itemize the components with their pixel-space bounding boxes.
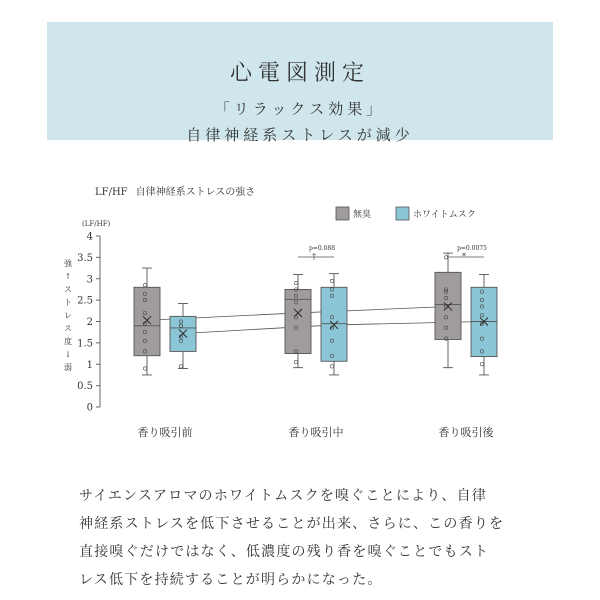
y-label-strong: 強 [64, 259, 72, 268]
description-line: レス低下を持続することが明らかになった。 [79, 572, 383, 588]
x-category-label: 香り吸引中 [288, 426, 344, 439]
legend-label: 無臭 [353, 210, 372, 220]
y-label-char: レ [64, 311, 72, 320]
legend-swatch-odorless [336, 207, 349, 220]
banner-subtitle-relax: 「リラックス効果」 [214, 100, 386, 118]
banner-title: 心電図測定 [229, 61, 370, 86]
legend-swatch-white-musk [396, 207, 409, 220]
data-point [294, 281, 297, 284]
y-tick-label: 3.5 [77, 252, 93, 264]
description-text [79, 482, 529, 594]
description-line: 神経系ストレスを低下させることが出来、さらに、この香りを [79, 516, 505, 532]
y-tick-label: 3 [86, 274, 93, 286]
y-tick-label: 2.5 [77, 295, 93, 307]
y-label-char: ス [64, 285, 72, 294]
x-category-label: 香り吸引前 [137, 426, 193, 439]
box-odorless [134, 287, 160, 355]
y-label-weak: 弱 [64, 363, 72, 372]
chart-metric-label: LF/HF [95, 187, 128, 198]
p-value-label: p=0.0075 [457, 245, 487, 252]
data-point [143, 367, 146, 370]
significance-marker: * [462, 252, 466, 261]
data-point [179, 365, 182, 368]
y-tick-label: 2 [86, 317, 93, 328]
description-line: 直接嗅ぐだけではなく、低濃度の残り香を嗅ぐことでもスト [79, 544, 490, 560]
y-tick-label: 0 [86, 402, 93, 414]
data-point [143, 283, 146, 286]
legend-label: ホワイトムスク [413, 210, 476, 220]
y-label-char: ト [64, 298, 72, 307]
y-unit-label: (LF/HF) [82, 220, 111, 228]
y-label-arrow-down: ↓ [64, 350, 72, 359]
y-tick-label: 1 [86, 359, 93, 371]
y-label-char: ス [64, 324, 72, 333]
p-value-label: p=0.088 [308, 245, 336, 252]
y-tick-label: 0.5 [77, 381, 93, 393]
data-point [294, 360, 297, 363]
data-point [444, 256, 447, 259]
y-tick-label: 1.5 [77, 338, 93, 350]
x-category-label: 香り吸引後 [438, 426, 494, 439]
y-tick-label: 4 [86, 231, 93, 243]
significance-marker: † [312, 252, 316, 261]
y-label-char: 度 [64, 337, 72, 346]
chart-metric-description: 自律神経系ストレスの強さ [135, 187, 256, 198]
data-point [330, 279, 333, 282]
data-point [330, 365, 333, 368]
y-label-arrow-up: ↑ [64, 272, 72, 281]
data-point [480, 363, 483, 366]
banner-subtitle-stress: 自律神経系ストレスが減少 [186, 126, 414, 144]
description-line: サイエンスアロマのホワイトムスクを嗅ぐことにより、自律 [79, 488, 488, 504]
